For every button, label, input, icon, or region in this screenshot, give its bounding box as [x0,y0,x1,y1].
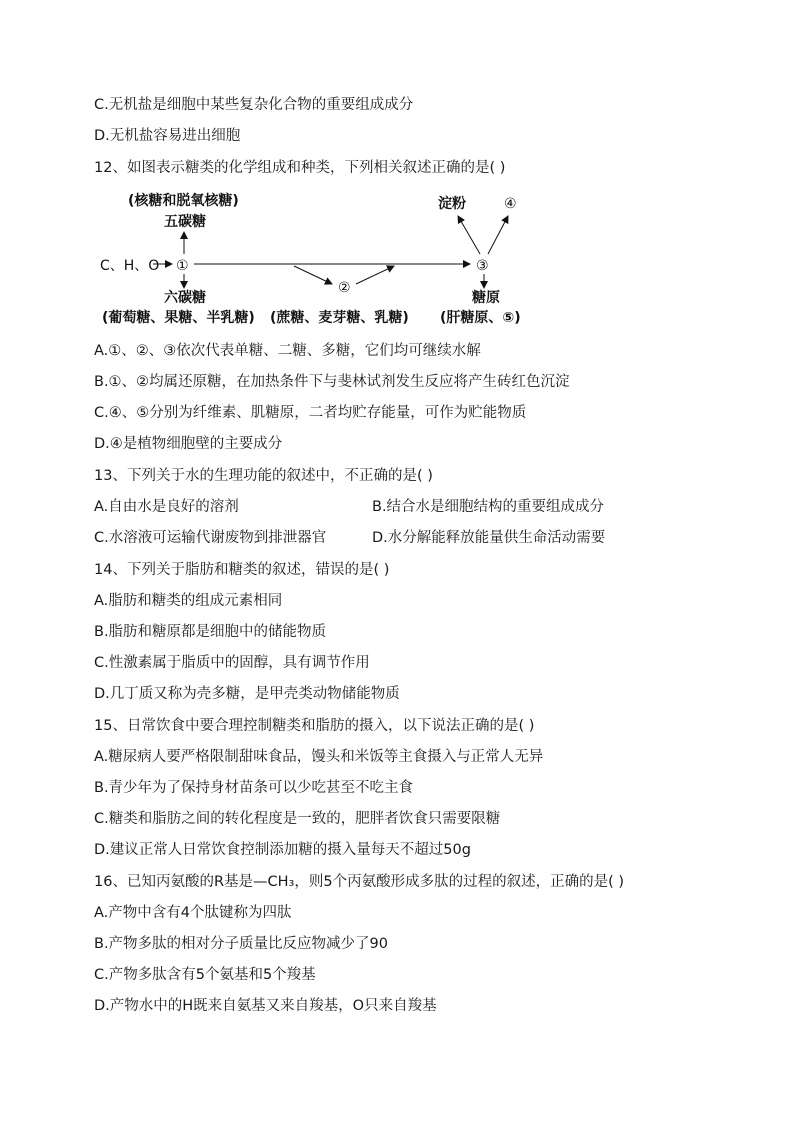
starch-label: 淀粉 [438,196,466,212]
q15-option-d: D.建议正常人日常饮食控制添加糖的摄入量每天不超过50g [94,842,471,858]
hexose-label: 六碳糖 [164,290,206,306]
glycogen-label: 糖原 [472,290,500,306]
q15-stem: 15、日常饮食中要合理控制糖类和脂肪的摄入，以下说法正确的是( ) [94,718,535,734]
q14-option-a: A.脂肪和糖类的组成元素相同 [94,593,283,609]
q12-option-c: C.④、⑤分别为纤维素、肌糖原，二者均贮存能量，可作为贮能物质 [94,405,527,421]
q13-option-d: D.水分解能释放能量供生命活动需要 [372,530,606,546]
q11-option-c: C.无机盐是细胞中某些复杂化合物的重要组成成分 [94,97,414,113]
arrow-3-to-starch [458,216,480,254]
q15-option-c: C.糖类和脂肪之间的转化程度是一致的，肥胖者饮食只需要限糖 [94,811,501,827]
elements-label: C、H、O [100,258,160,274]
q14-option-c: C.性激素属于脂质中的固醇，具有调节作用 [94,655,370,671]
arrow-3-to-4 [488,216,508,254]
q14-option-d: D.几丁质又称为壳多糖，是甲壳类动物储能物质 [94,686,400,702]
q13-stem: 13、下列关于水的生理功能的叙述中，不正确的是( ) [94,468,433,484]
q11-option-d: D.无机盐容易进出细胞 [94,128,241,144]
q14-stem: 14、下列关于脂肪和糖类的叙述，错误的是( ) [94,562,390,578]
arrow-2-out [356,266,394,284]
q15-option-b: B.青少年为了保持身材苗条可以少吃甚至不吃主食 [94,780,414,796]
q12-option-a: A.①、②、③依次代表单糖、二糖、多糖，它们均可继续水解 [94,343,481,359]
q13-option-b: B.结合水是细胞结构的重要组成成分 [372,499,605,515]
q16-option-b: B.产物多肽的相对分子质量比反应物减少了90 [94,936,389,952]
carbohydrate-diagram [94,188,554,328]
node-1: ① [176,258,189,274]
q13-option-a: A.自由水是良好的溶剂 [94,499,239,515]
pentose-label: 五碳糖 [164,214,206,230]
q12-stem: 12、如图表示糖类的化学组成和种类，下列相关叙述正确的是( ) [94,160,506,176]
q13-options-cd [94,528,714,548]
q14-option-b: B.脂肪和糖原都是细胞中的储能物质 [94,624,327,640]
arrow-to-2 [294,266,332,284]
q15-option-a: A.糖尿病人要严格限制甜味食品，馒头和米饭等主食摄入与正常人无异 [94,749,544,765]
q16-option-a: A.产物中含有4个肽键称为四肽 [94,905,292,921]
disaccharide-note: (蔗糖、麦芽糖、乳糖) [270,310,409,326]
q16-stem: 16、已知丙氨酸的R基是—CH₃，则5个丙氨酸形成多肽的过程的叙述，正确的是( ) [94,874,625,890]
q12-option-d: D.④是植物细胞壁的主要成分 [94,436,283,452]
hexose-note: (葡萄糖、果糖、半乳糖) [102,310,255,326]
q12-option-b: B.①、②均属还原糖，在加热条件下与斐林试剂发生反应将产生砖红色沉淀 [94,374,570,390]
node-4: ④ [504,196,517,212]
node-2: ② [338,280,351,296]
glycogen-note: (肝糖原、⑤) [440,310,521,326]
q13-options-ab [94,497,714,517]
q16-option-c: C.产物多肽含有5个氨基和5个羧基 [94,967,316,983]
q13-option-c: C.水溶液可运输代谢废物到排泄器官 [94,530,327,546]
pentose-note: (核糖和脱氧核糖) [128,193,239,209]
q16-option-d: D.产物水中的H既来自氨基又来自羧基，O只来自羧基 [94,998,437,1014]
node-3: ③ [476,258,489,274]
